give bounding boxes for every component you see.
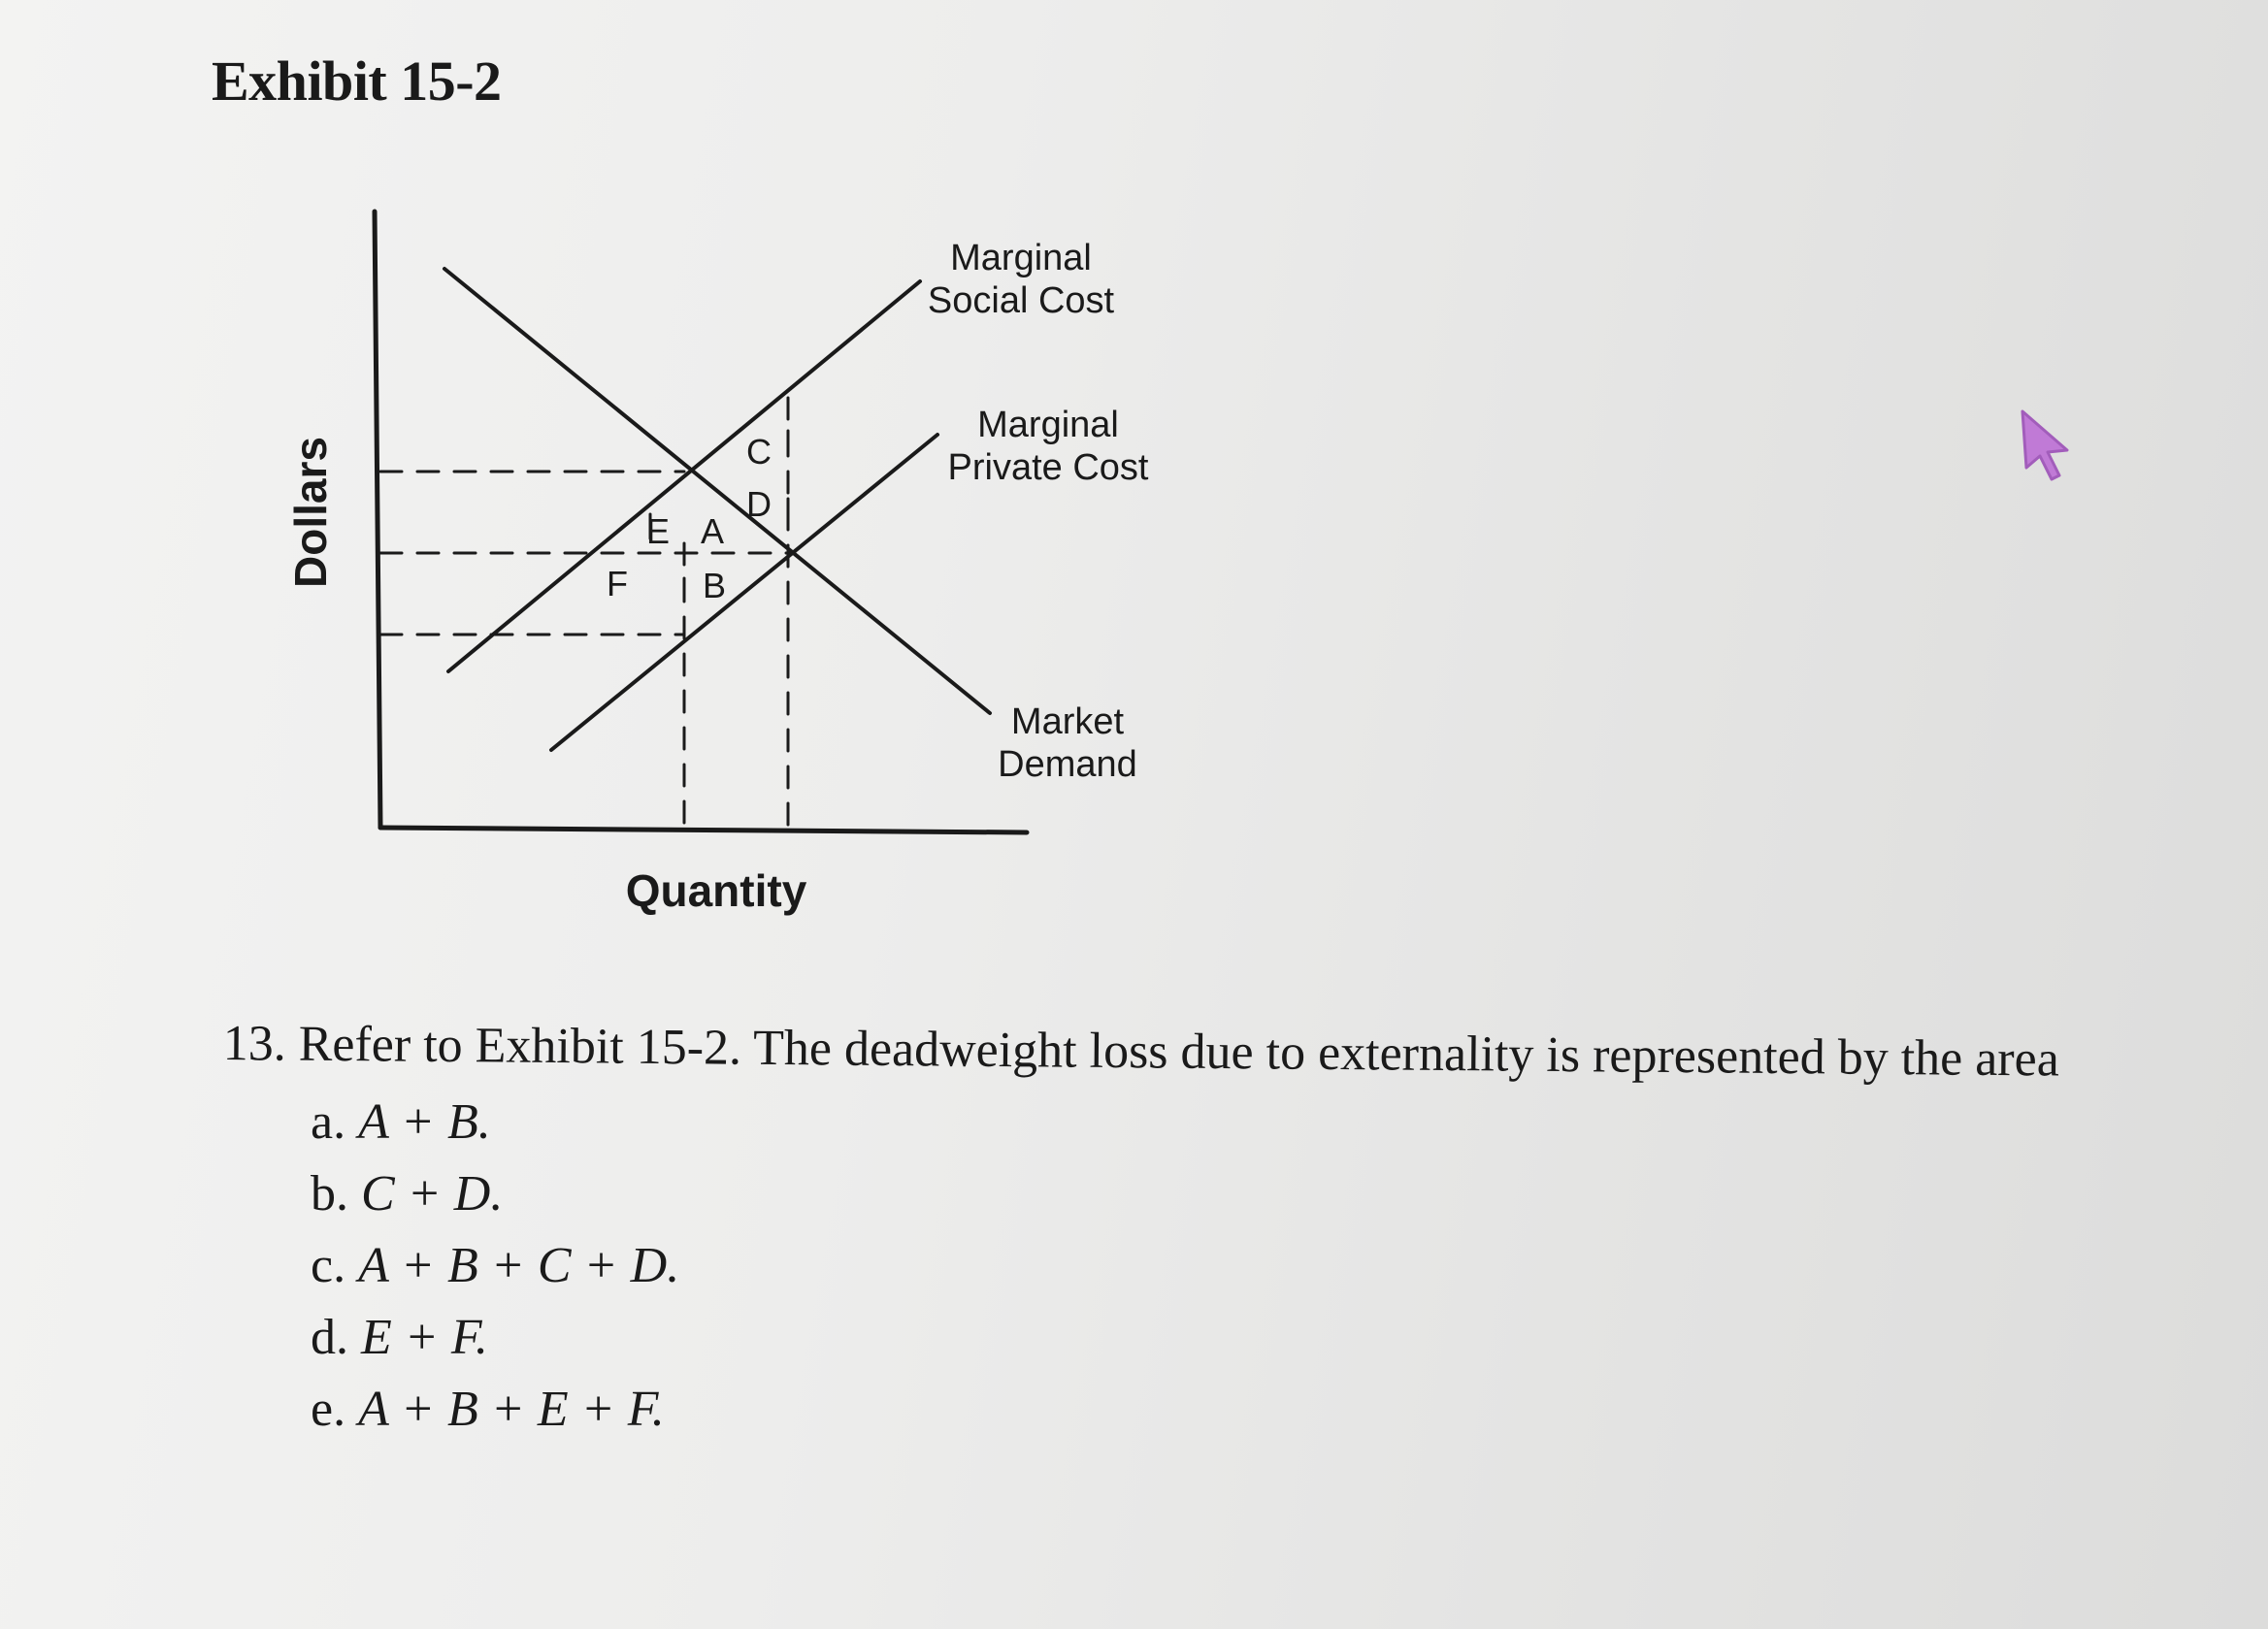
option-answer: C + D. <box>361 1166 504 1222</box>
marginal-social-cost-curve <box>448 281 920 671</box>
y-axis <box>375 212 380 828</box>
option-letter: c. <box>311 1238 346 1293</box>
area-label-c: C <box>746 432 772 472</box>
option-answer: E + F. <box>361 1310 488 1365</box>
option-b[interactable] <box>311 1158 679 1230</box>
market-demand-curve <box>444 269 990 713</box>
option-a[interactable] <box>311 1087 679 1158</box>
area-label-e: E <box>645 511 671 551</box>
demand-label-line1: Market <box>1010 701 1125 742</box>
private-cost-label-line1: Marginal <box>977 405 1119 445</box>
option-c[interactable] <box>311 1230 679 1302</box>
area-label-f: F <box>607 564 628 603</box>
y-axis-label: Dollars <box>285 437 336 588</box>
answer-options <box>311 1087 679 1446</box>
option-answer: A + B. <box>358 1094 491 1150</box>
option-answer: A + B + E + F. <box>358 1382 665 1437</box>
option-d[interactable] <box>311 1302 679 1374</box>
option-e[interactable] <box>311 1374 679 1446</box>
social-cost-label-line1: Marginal <box>950 238 1092 278</box>
private-cost-label-line2: Private Cost <box>947 447 1149 488</box>
x-axis-label: Quantity <box>625 865 807 916</box>
option-letter: e. <box>311 1382 346 1437</box>
area-label-d: D <box>746 484 772 524</box>
option-letter: b. <box>311 1166 348 1222</box>
mouse-pointer-icon <box>2019 407 2077 485</box>
area-label-b: B <box>702 566 727 605</box>
option-letter: d. <box>311 1310 348 1365</box>
exhibit-title: Exhibit 15-2 <box>212 49 502 113</box>
question-text: 13. Refer to Exhibit 15-2. The deadweight loss due to externality is represented by the area <box>222 1016 2060 1088</box>
option-letter: a. <box>311 1094 346 1150</box>
area-label-a: A <box>700 511 725 551</box>
option-answer: A + B + C + D. <box>358 1238 680 1293</box>
x-axis <box>380 828 1027 832</box>
demand-label-line2: Demand <box>998 744 1137 785</box>
social-cost-label-line2: Social Cost <box>927 280 1115 321</box>
